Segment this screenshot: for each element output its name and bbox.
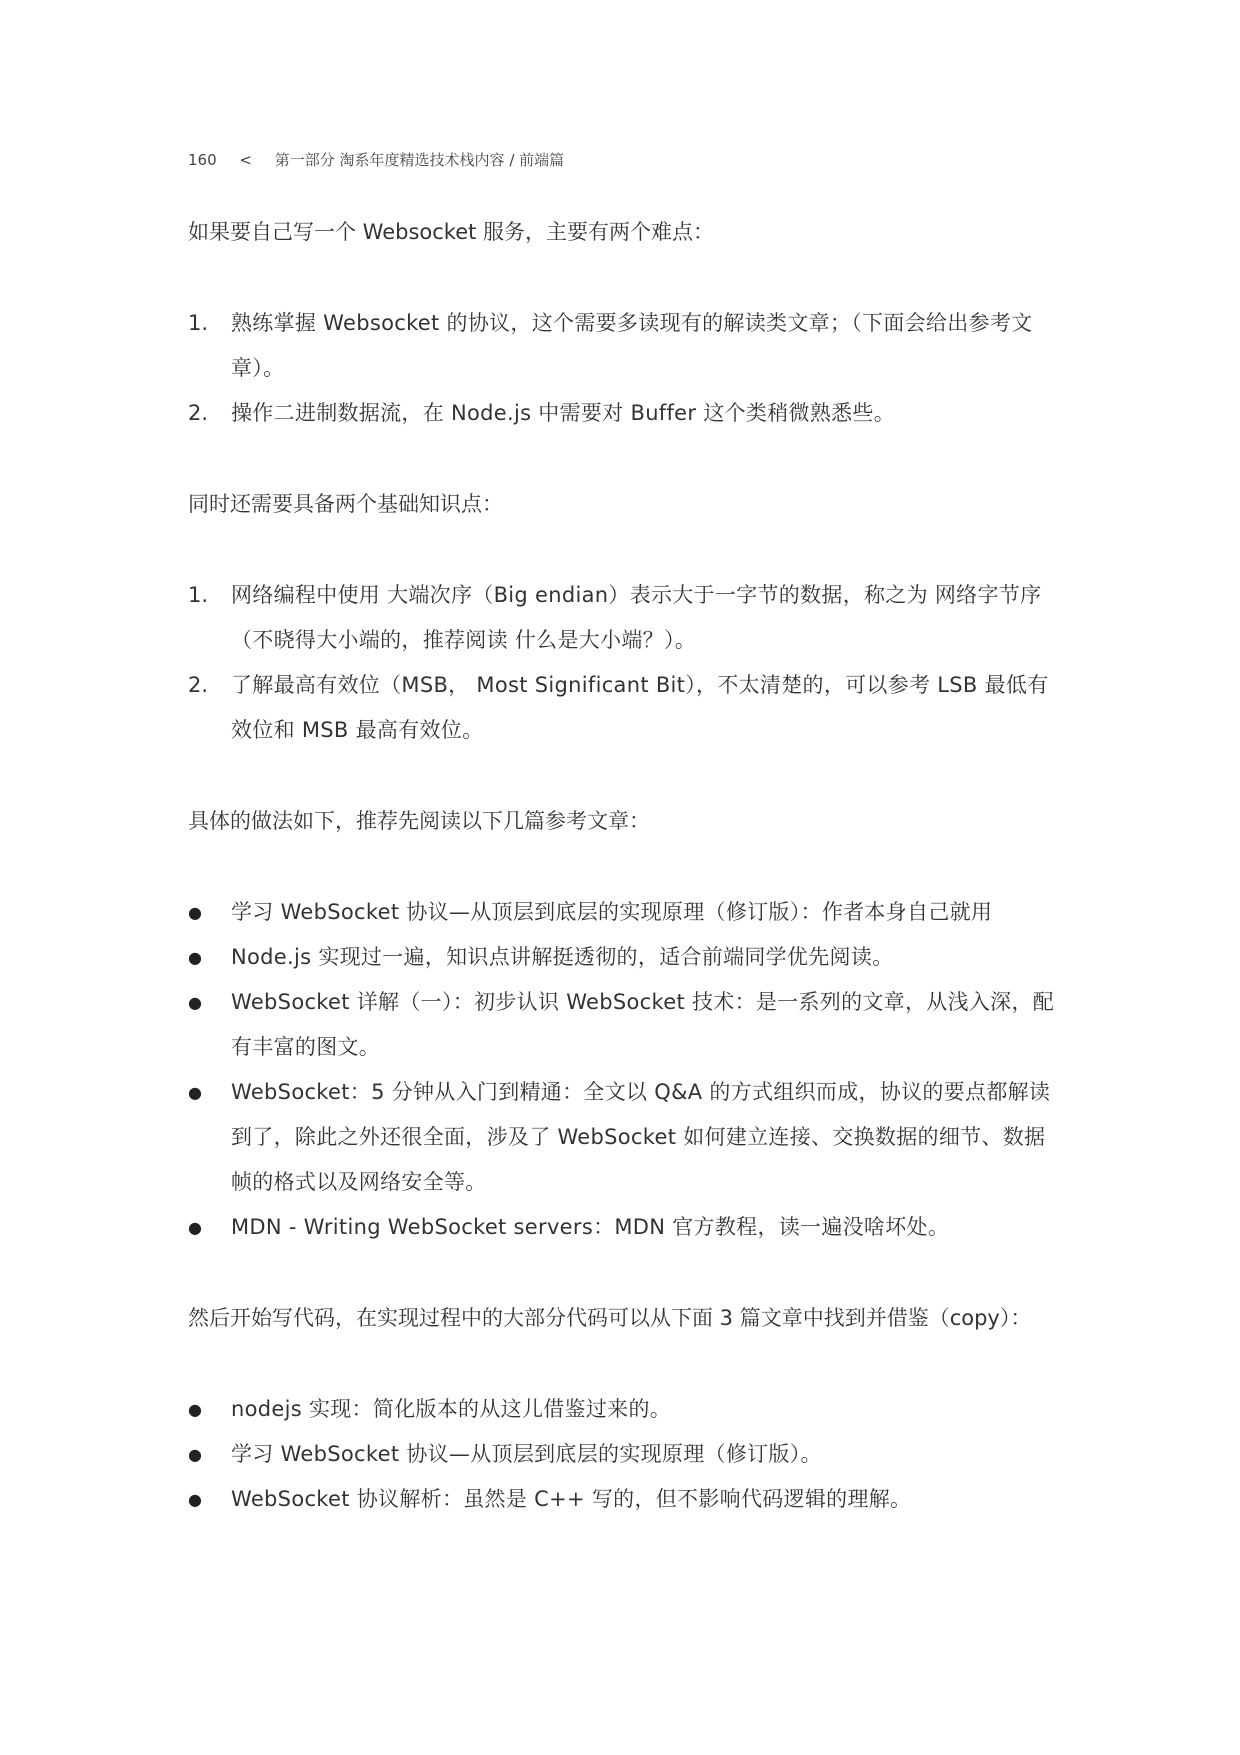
bullet-icon: ● — [188, 903, 202, 922]
list-item-text: WebSocket 详解（一）：初步认识 WebSocket 技术：是一系列的文章，从浅入深，配有丰富的图文。 — [231, 990, 1055, 1059]
section-title: 第一部分 淘系年度精选技术栈内容 / 前端篇 — [274, 151, 565, 169]
list-marker: 2. — [188, 673, 209, 697]
paragraph-sources-intro: 然后开始写代码，在实现过程中的大部分代码可以从下面 3 篇文章中找到并借鉴（copy）： — [188, 1306, 1032, 1330]
list-item — [188, 1432, 1056, 1477]
bullet-icon: ● — [188, 1445, 202, 1464]
list-item — [188, 1477, 1056, 1522]
list-item-text: 网络编程中使用 大端次序（Big endian）表示大于一字节的数据，称之为 网络字节序 （不晓得大小端的，推荐阅读 什么是大小端？）。 — [231, 583, 1042, 652]
list-item-text: Node.js 实现过一遍，知识点讲解挺透彻的，适合前端同学优先阅读。 — [231, 945, 894, 969]
bullet-icon: ● — [188, 1490, 202, 1509]
list-item-text: WebSocket：5 分钟从入门到精通：全文以 Q&A 的方式组织而成，协议的要点都解读到了，除此之外还很全面，涉及了 WebSocket 如何建立连接、交换数据的细节、数据帧的格式以及网络安全等。 — [231, 1080, 1051, 1194]
paragraph-basics-intro: 同时还需要具备两个基础知识点： — [188, 492, 503, 516]
paragraph-articles-intro: 具体的做法如下，推荐先阅读以下几篇参考文章： — [188, 809, 650, 833]
bullet-icon: ● — [188, 948, 202, 967]
page-number: 160 — [188, 151, 217, 169]
list-item — [188, 1387, 1056, 1432]
paragraph-difficulties-intro: 如果要自己写一个 Websocket 服务，主要有两个难点： — [188, 220, 715, 244]
list-item-text: WebSocket 协议解析：虽然是 C++ 写的，但不影响代码逻辑的理解。 — [231, 1487, 912, 1511]
list-item-text: 学习 WebSocket 协议—从顶层到底层的实现原理（修订版）：作者本身自己就用 — [231, 900, 993, 924]
list-item-text: nodejs 实现：简化版本的从这儿借鉴过来的。 — [231, 1397, 672, 1421]
list-item-text: 熟练掌握 Websocket 的协议，这个需要多读现有的解读类文章；（下面会给出参考文章）。 — [231, 311, 1033, 380]
list-item — [188, 301, 1056, 391]
list-marker: 2. — [188, 401, 209, 425]
list-item — [188, 573, 1056, 663]
list-item — [188, 980, 1056, 1070]
list-item — [188, 663, 1056, 753]
chevron-left-icon: < — [239, 151, 252, 169]
list-item-text: 操作二进制数据流，在 Node.js 中需要对 Buffer 这个类稍微熟悉些。 — [231, 401, 896, 425]
bullet-icon: ● — [188, 1218, 202, 1237]
list-marker: 1. — [188, 583, 209, 607]
list-item-text: 学习 WebSocket 协议—从顶层到底层的实现原理（修订版）。 — [231, 1442, 822, 1466]
list-item — [188, 1070, 1056, 1205]
bullet-icon: ● — [188, 1083, 202, 1102]
bullet-icon: ● — [188, 993, 202, 1012]
list-marker: 1. — [188, 311, 209, 335]
list-item — [188, 391, 1056, 436]
bullet-icon: ● — [188, 1400, 202, 1419]
sources-list — [188, 1387, 1056, 1522]
list-item-text: MDN - Writing WebSocket servers：MDN 官方教程，读一遍没啥坏处。 — [231, 1215, 950, 1239]
list-item-text: 了解最高有效位（MSB， Most Significant Bit），不太清楚的，可以参考 LSB 最低有效位和 MSB 最高有效位。 — [231, 673, 1049, 742]
basics-list — [188, 573, 1056, 753]
document-page — [188, 148, 1056, 1568]
difficulties-list — [188, 301, 1056, 436]
list-item — [188, 1205, 1056, 1250]
running-header — [188, 148, 1056, 172]
list-item — [188, 935, 1056, 980]
list-item — [188, 890, 1056, 935]
articles-list — [188, 890, 1056, 1250]
